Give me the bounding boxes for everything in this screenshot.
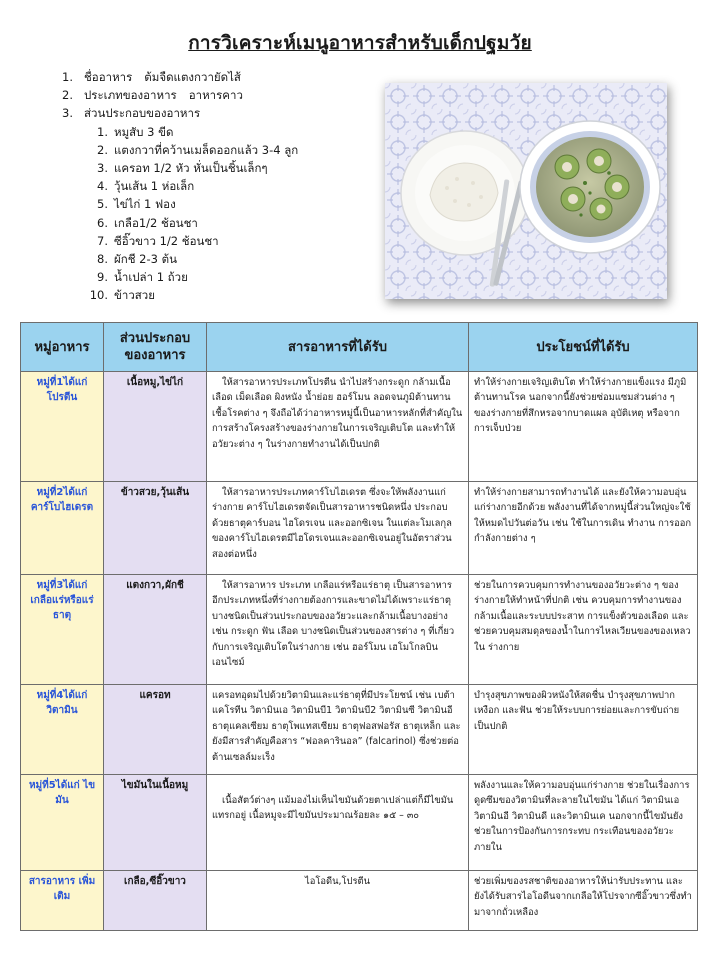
info-number: 2.: [62, 88, 73, 103]
table-row: [21, 372, 698, 482]
page-title: การวิเคราะห์เมนูอาหารสำหรับเด็กปฐมวัย: [188, 32, 532, 54]
table-row: [21, 871, 698, 931]
header-benefit: ประโยชน์ที่ได้รับ: [469, 323, 698, 372]
food-photo: [385, 83, 667, 299]
table-row: [21, 575, 698, 685]
ingredient-number: 10.: [89, 288, 108, 303]
food-group-cell: หมู่ที่1ได้แก่ โปรตีน: [21, 372, 104, 482]
table-header-row: [21, 323, 698, 372]
ingredient-number: 1.: [97, 124, 108, 139]
table-row: [21, 685, 698, 775]
ingredient-text: น้ำเปล่า 1 ถ้วย: [114, 270, 188, 285]
component-cell: เกลือ,ซีอิ๊วขาว: [104, 871, 207, 931]
ingredient-number: 7.: [97, 233, 108, 248]
ingredient-number: 8.: [97, 252, 108, 267]
component-cell: แตงกวา,ผักชี: [104, 575, 207, 685]
ingredient-text: เกลือ1/2 ช้อนชา: [114, 215, 198, 230]
list-item: [86, 286, 298, 304]
nutrient-cell: แครอทอุดมไปด้วยวิตามินและแร่ธาตุที่มีประโยชน์ เช่น เบต้าแคโรทีน วิตามินเอ วิตามินบี1 วิตามินบี2 วิตามินซี วิตามินอี ธาตุแคลเซียม ธาตุโพแทสเซียม ธาตุฟอสฟอรัส ธาตุเหล็ก และยังมีสารสำคัญคือสาร “ฟอลคารินอล” (falcarinol) ซึ่งช่วยต่อต้านเซลล์มะเร็ง: [207, 685, 469, 775]
component-cell: เนื้อหมู,ไข่ไก่: [104, 372, 207, 482]
info-value: ต้มจืดแตงกวายัดไส้: [144, 70, 241, 84]
info-label: ส่วนประกอบของอาหาร: [84, 106, 201, 121]
info-number: 3.: [62, 106, 73, 121]
food-group-cell: หมู่ที่2ได้แก่ คาร์โบไฮเดรต: [21, 482, 104, 575]
info-row-type: [62, 86, 298, 104]
info-number: 1.: [62, 70, 73, 84]
benefit-cell: ทำให้ร่างกายเจริญเติบโต ทำให้ร่างกายแข็งแรง มีภูมิต้านทานโรค นอกจากนี้ยังช่วยซ่อมแซมส่วนต่าง ๆ ของร่างกายที่สึกหรอจากบาดแผล อุบัติเหตุ หรือจากการเจ็บป่วย: [469, 372, 698, 482]
component-cell: ไขมันในเนื้อหมู: [104, 775, 207, 871]
info-label: ชื่ออาหาร: [84, 70, 133, 84]
benefit-cell: ช่วยเพิ่มของรสชาติของอาหารให้น่ารับประทาน และยังได้รับสารไอโอดีนจากเกลือให้โปรจากซีอิ๊วขาวซึ่งทำมาจากถั่วเหลือง: [469, 871, 698, 931]
nutrition-table: [20, 322, 698, 931]
nutrient-cell: ให้สารอาหารประเภทโปรตีน นำไปสร้างกระดูก กล้ามเนื้อ เลือด เม็ดเลือด ผิงหนัง น้ำย่อย ฮอร์โมน ลอดจนภูมิต้านทานเชื้อโรคต่าง ๆ จึงถือได้ว่าอาหารหมู่นี้เป็นอาหารหลักที่สำคัญในการสร้างโครงสร้างของร่างกายในการเจริญเติบโต และทำให้อวัยวะต่าง ๆ ในร่างกายทำงานได้เป็นปกติ: [207, 372, 469, 482]
header-food-group: หมู่อาหาร: [21, 323, 104, 372]
list-item: [86, 195, 298, 213]
ingredient-list: [86, 123, 298, 305]
info-row-ingredients: [62, 104, 298, 122]
ingredient-text: ไข่ไก่ 1 ฟอง: [114, 197, 176, 212]
ingredient-number: 4.: [97, 179, 108, 194]
nutrient-cell: ให้สารอาหาร ประเภท เกลือแร่หรือแร่ธาตุ เป็นสารอาหารอีกประเภทหนึ่งที่ร่างกายต้องการและขาดไม่ได้เพราะแร่ธาตุบางชนิดเป็นส่วนประกอบของอวัยวะและกล้ามเนื้อบางอย่าง เช่น กระดูก ฟัน เลือด บางชนิดเป็นส่วนของสารต่าง ๆ ที่เกี่ยวกับการเจริญเติบโตในร่างกาย เช่น ฮอร์โมน เฮโมโกลบิน เอนไซม์: [207, 575, 469, 685]
food-group-cell: สารอาหาร เพิ่มเติม: [21, 871, 104, 931]
info-row-name: [62, 68, 298, 86]
ingredient-number: 6.: [97, 215, 108, 230]
ingredient-number: 2.: [97, 142, 108, 157]
table-row: [21, 775, 698, 871]
nutrient-cell: ไอโอดีน,โปรตีน: [207, 871, 469, 931]
list-item: [86, 232, 298, 250]
ingredient-text: ซีอิ๊วขาว 1/2 ช้อนชา: [114, 233, 219, 248]
food-group-cell: หมู่ที่5ได้แก่ ไขมัน: [21, 775, 104, 871]
info-value: อาหารคาว: [188, 88, 243, 103]
benefit-cell: พลังงานและให้ความอบอุ่นแก่ร่างกาย ช่วยในเรื่องการดูดซึมของวิตามินที่ละลายในไขมัน ได้แก่ วิตามินเอ วิตามินอี วิตามินดี และวิตามินเค นอกจากนี้ไขมันยังช่วยในการป้องกันการกระทบ กระเทือนของอวัยวะภายใน: [469, 775, 698, 871]
ingredient-text: ข้าวสวย: [114, 288, 155, 303]
component-cell: แครอท: [104, 685, 207, 775]
list-item: [86, 214, 298, 232]
ingredient-number: 5.: [97, 197, 108, 212]
benefit-cell: ช่วยในการควบคุมการทำงานของอวัยวะต่าง ๆ ของร่างกายให้ทำหน้าที่ปกติ เช่น ควบคุมการทำงานของกล้ามเนื้อและระบบประสาท การแข็งตัวของเลือด และช่วยควบคุมสมดุลของน้ำในการไหลเวียนของของเหลวใน ร่างกาย: [469, 575, 698, 685]
benefit-cell: ทำให้ร่างกายสามารถทำงานได้ และยังให้ความอบอุ่นแก่ร่างกายอีกด้วย พลังงานที่ได้จากหมู่นี้ส่วนใหญ่จะใช้ให้หมดไปวันต่อวัน เช่น ใช้ในการเดิน ทำงาน การออกกำลังกายต่าง ๆ: [469, 482, 698, 575]
nutrient-cell: ให้สารอาหารประเภทคาร์โบไฮเดรต ซึ่งจะให้พลังงานแก่ร่างกาย คาร์โบไฮเดรตจัดเป็นสารอาหารชนิดหนึ่ง ประกอบด้วยธาตุคาร์บอน ไฮโดรเจน และออกซิเจน ในแต่ละโมเลกุลของคาร์โบไฮเดรตมีไฮโดรเจนและออกซิเจนอยู่ในอัตราส่วนสองต่อหนึ่ง: [207, 482, 469, 575]
ingredient-number: 3.: [97, 161, 108, 176]
ingredient-text: ผักชี 2-3 ต้น: [114, 252, 177, 267]
component-cell: ข้าวสวย,วุ้นเส้น: [104, 482, 207, 575]
benefit-cell: บำรุงสุขภาพของผิวหนังให้สดชื่น บำรุงสุขภาพปาก เหงือก และฟัน ช่วยให้ระบบการย่อยและการขับถ่ายเป็นปกติ: [469, 685, 698, 775]
table-row: [21, 482, 698, 575]
info-label: ประเภทของอาหาร: [84, 88, 177, 103]
list-item: [86, 141, 298, 159]
ingredient-number: 9.: [97, 270, 108, 285]
list-item: [86, 177, 298, 195]
nutrient-cell: เนื้อสัตว์ต่างๆ แม้มองไม่เห็นไขมันด้วยตาเปล่าแต่ก็มีไขมันแทรกอยู่ เนื้อหมูจะมีไขมันประมาณร้อยละ ๑๕ – ๓๐: [207, 775, 469, 871]
food-group-cell: หมู่ที่3ได้แก่ เกลือแร่หรือแร่ธาตุ: [21, 575, 104, 685]
ingredient-text: แตงกวาที่คว้านเมล็ดออกแล้ว 3-4 ลูก: [114, 142, 299, 157]
header-component: ส่วนประกอบของอาหาร: [104, 323, 207, 372]
food-group-cell: หมู่ที่4ได้แก่ วิตามิน: [21, 685, 104, 775]
list-item: [86, 250, 298, 268]
ingredient-text: แครอท 1/2 หัว หั่นเป็นชิ้นเล็กๆ: [114, 161, 268, 176]
food-photo-illustration: [385, 83, 667, 299]
list-item: [86, 123, 298, 141]
list-item: [86, 159, 298, 177]
list-item: [86, 268, 298, 286]
ingredient-text: วุ้นเส้น 1 ห่อเล็ก: [114, 179, 195, 194]
ingredient-text: หมูสับ 3 ขีด: [114, 124, 174, 139]
menu-info: [62, 68, 298, 305]
header-nutrient: สารอาหารที่ได้รับ: [207, 323, 469, 372]
